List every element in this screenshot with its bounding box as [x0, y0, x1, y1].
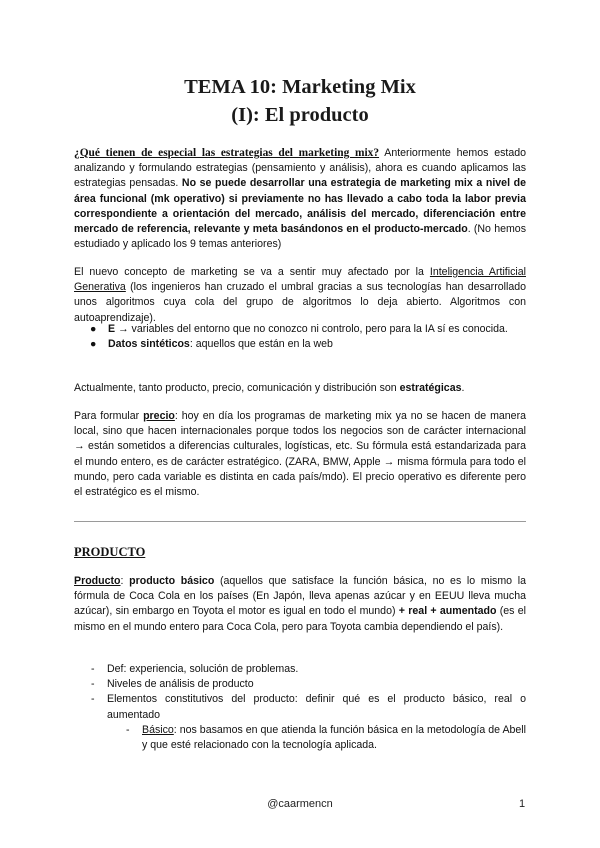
bullet-text: → variables del entorno que no conozco ni controlo, pero para la IA sí es conocida.	[115, 323, 508, 335]
title-line-1: TEMA 10: Marketing Mix	[184, 76, 416, 98]
list-item	[74, 322, 526, 337]
precio-text: Para formular	[74, 410, 144, 422]
list-item	[74, 692, 526, 722]
precio-term: precio	[143, 410, 175, 422]
ia-text-end: (los ingenieros han cruzado el umbral gracias a sus tecnologías han desarrollado unos algoritmos cuya cola del grupo de algoritmos lo deja abierto. Algoritmos con autoaprendizaje).	[74, 281, 526, 324]
ia-text: El nuevo concepto de marketing se va a sentir muy afectado por la	[74, 266, 430, 278]
ia-bullet-list	[74, 322, 526, 352]
list-item-text: Def: experiencia, solución de problemas.	[107, 663, 299, 675]
ia-paragraph	[74, 265, 526, 326]
list-item	[74, 662, 526, 677]
sub-list-item	[74, 723, 526, 753]
intro-question: ¿Qué tienen de especial las estrategias del marketing mix?	[74, 147, 380, 159]
intro-bold: No se puede desarrollar una estrategia de marketing mix a nivel de área funcional (mk operativo) si previamente no has llevado a cabo toda la labor previa correspondiente a orientación del mercado, análisis del mercado, diferenciación entre mercado de referencia, relevante y meta basándonos en el producto-mercado	[74, 177, 526, 236]
section-divider	[74, 521, 526, 522]
actual-end: .	[461, 382, 465, 394]
page-number: 1	[519, 798, 526, 810]
title-line-2: (I): El producto	[231, 104, 369, 126]
bullet-term: Datos sintéticos	[108, 338, 190, 351]
list-item-text: Elementos constitutivos del producto: definir qué es el producto básico, real o aumentado	[107, 693, 526, 721]
producto-text-1: (aquellos que satisface la función básica, no es lo mismo la fórmula de Coca Cola en los países (En Japón, lleva apenas azúcar y en EEUU lleva mucha azúcar), sin embargo en Toyota el motor es igual en todo el mundo)	[74, 575, 526, 618]
intro-text: Anteriormente hemos estado analizando y formulando estrategias (pensamiento y análisis), ahora es cuando aplicamos las estrategias pensadas.	[74, 147, 526, 190]
producto-term: Producto	[74, 575, 121, 587]
list-item-text: Niveles de análisis de producto	[107, 678, 254, 691]
producto-basico: producto básico	[129, 575, 215, 587]
precio-paragraph	[74, 409, 526, 500]
bullet-icon: ●	[90, 323, 97, 335]
bullet-icon: ●	[90, 338, 97, 351]
producto-paragraph	[74, 574, 526, 635]
footer-handle: @caarmencn	[267, 798, 333, 810]
dash-marker: -	[91, 678, 95, 691]
producto-dash-list	[74, 662, 526, 753]
sub-item-term: Básico	[142, 723, 174, 736]
bullet-term: E	[108, 323, 116, 335]
precio-text-end: : hoy en día los programas de marketing mix ya no se hacen de manera local, sino que hacen internacionales porque todos los negocios son de carácter internacional → están sometidos a diferencias culturales, logísticas, etc. Su fórmula está estandarizada para el mundo entero, es de carácter estratégico. (ZARA, BMW, Apple → misma fórmula para todo el mundo, pero cada variable es distinta en cada país/mdo). El precio operativo es diferente pero el estratégico es el mismo.	[74, 410, 526, 499]
actual-bold: estratégicas	[399, 382, 462, 394]
intro-paragraph	[74, 146, 526, 252]
actual-paragraph	[74, 381, 526, 396]
bullet-text: : aquellos que están en la web	[189, 338, 333, 351]
dash-marker: -	[126, 723, 130, 736]
producto-text-2: (es el mismo en el mundo entero para Coca Cola, pero para Toyota cambia dependiendo el país).	[74, 605, 526, 633]
producto-colon: :	[120, 575, 130, 587]
producto-real-aumentado: + real + aumentado	[398, 605, 497, 618]
intro-text-end: . (No hemos estudiado y aplicado los 9 temas anteriores)	[74, 223, 526, 251]
actual-text: Actualmente, tanto producto, precio, comunicación y distribución son	[74, 382, 400, 394]
list-item	[74, 677, 526, 692]
sub-item-text: : nos basamos en que atienda la función básica en la metodología de Abell y que esté relacionado con la tecnología aplicada.	[142, 723, 526, 752]
section-heading-producto: PRODUCTO	[74, 545, 146, 559]
dash-marker: -	[91, 693, 95, 706]
ia-link[interactable]: Inteligencia Artificial Generativa	[74, 266, 526, 294]
list-item	[74, 337, 526, 352]
dash-marker: -	[91, 663, 95, 675]
